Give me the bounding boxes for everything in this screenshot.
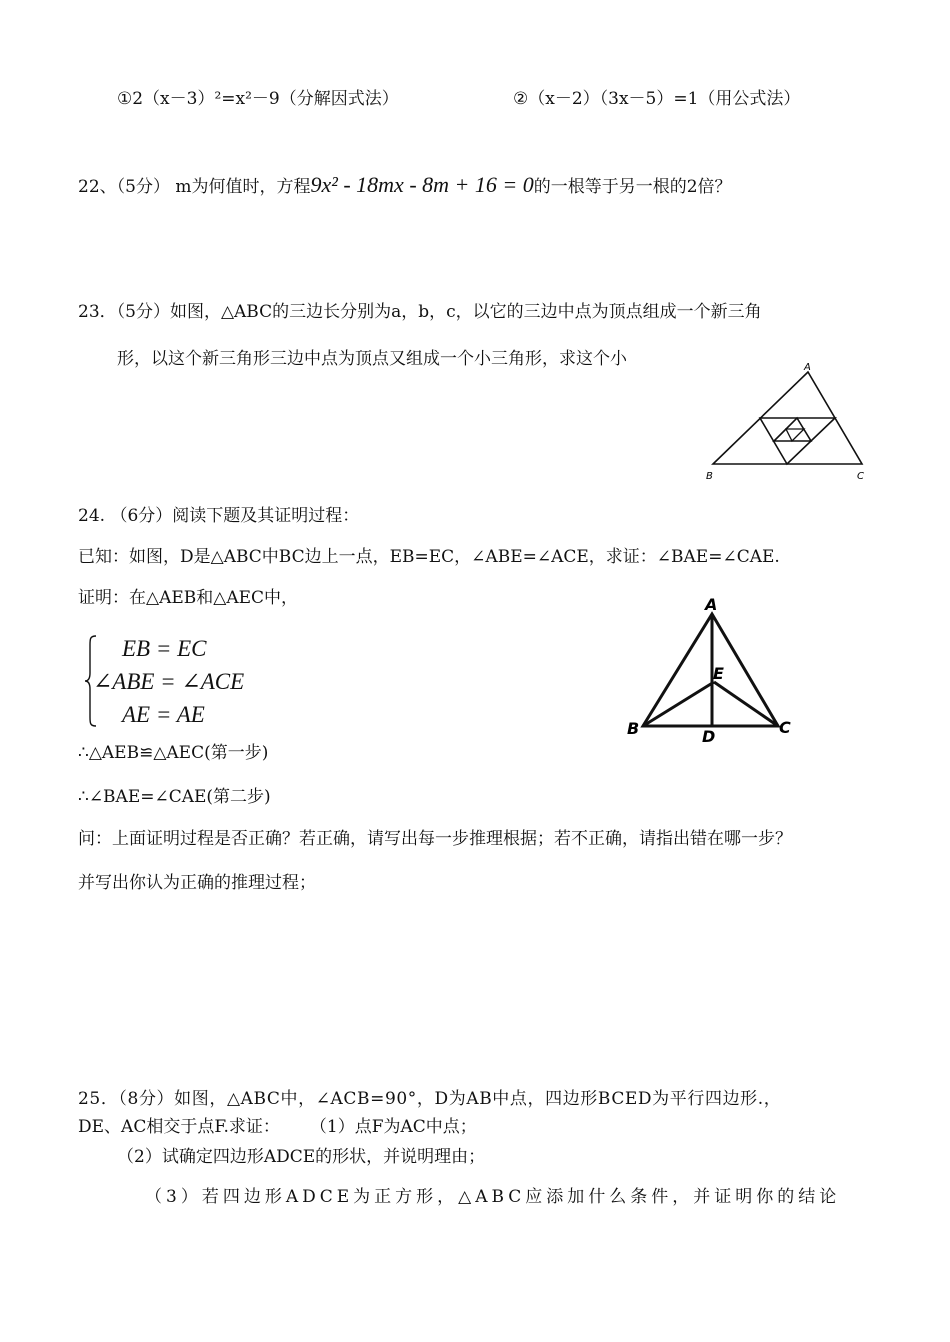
q24-question-2: 并写出你认为正确的推理过程； — [78, 873, 316, 893]
q21-item-2: ②（x－2）（3x－5）=1（用公式法） — [513, 89, 801, 109]
q22-line — [78, 174, 732, 198]
q21-item-1: ①2（x－3）²=x²－9（分解因式法） — [117, 89, 399, 109]
q25-line-1: 25．（8分）如图，△ABC中，∠ACB=90°，D为AB中点，四边形BCED为平行四边形.， — [78, 1089, 782, 1109]
q25-line-4: （3）若四边形ADCE为正方形，△ABC应添加什么条件，并证明你的结论 — [145, 1187, 841, 1207]
q23-line-1: 23．（5分）如图，△ABC的三边长分别为a，b，c，以它的三边中点为顶点组成一个新三角 — [78, 302, 762, 322]
q23-inner-square-triangle — [786, 429, 804, 441]
q23-line-2: 形，以这个新三角形三边中点为顶点又组成一个小三角形，求这个小 — [117, 349, 627, 369]
q22-equation: 9x² - 18mx - 8m + 16 = 0 — [310, 172, 534, 197]
q24-step-1: ∴△AEB≌△AEC(第一步) — [78, 743, 269, 763]
q24-label-a: A — [705, 595, 718, 614]
q24-label-e: E — [713, 664, 724, 683]
q23-label-c: C — [857, 471, 864, 482]
q24-label-c: C — [779, 718, 791, 737]
q22-suffix: 的一根等于另一根的2倍？ — [533, 177, 732, 197]
q24-proof-intro: 证明：在△AEB和△AEC中， — [78, 588, 299, 608]
q24-triangle-figure — [622, 594, 802, 744]
q24-title: 24. （6分）阅读下题及其证明过程： — [78, 506, 360, 526]
q24-step-2: ∴∠BAE=∠CAE(第二步) — [78, 787, 271, 807]
q25-line-2b: （1）点F为AC中点； — [309, 1117, 477, 1137]
q24-line-ce — [714, 682, 778, 726]
q23-nested-triangles-figure — [700, 358, 875, 488]
q25-line-2 — [78, 1116, 477, 1138]
q22-prefix: 22、（5分） m为何值时，方程 — [78, 177, 311, 197]
q24-label-b: B — [627, 719, 640, 738]
q24-system-eq-2: ∠ABE = ∠ACE — [93, 669, 245, 694]
q23-label-a: A — [804, 362, 811, 373]
q23-label-b: B — [706, 471, 713, 482]
q25-line-2a: DE、AC相交于点F.求证： — [78, 1117, 280, 1137]
q24-system-eq-1: EB = EC — [122, 636, 207, 661]
q24-label-d: D — [702, 727, 716, 744]
q24-given: 已知：如图，D是△ABC中BC边上一点，EB=EC，∠ABE=∠ACE，求证：∠BAE=∠CAE. — [78, 547, 780, 567]
q24-question: 问：上面证明过程是否正确？若正确，请写出每一步推理根据；若不正确，请指出错在哪一步？ — [78, 829, 792, 849]
q24-line-be — [643, 682, 714, 726]
q25-line-3: （2）试确定四边形ADCE的形状，并说明理由； — [117, 1147, 486, 1167]
q24-system-eq-3: AE = AE — [122, 702, 205, 727]
